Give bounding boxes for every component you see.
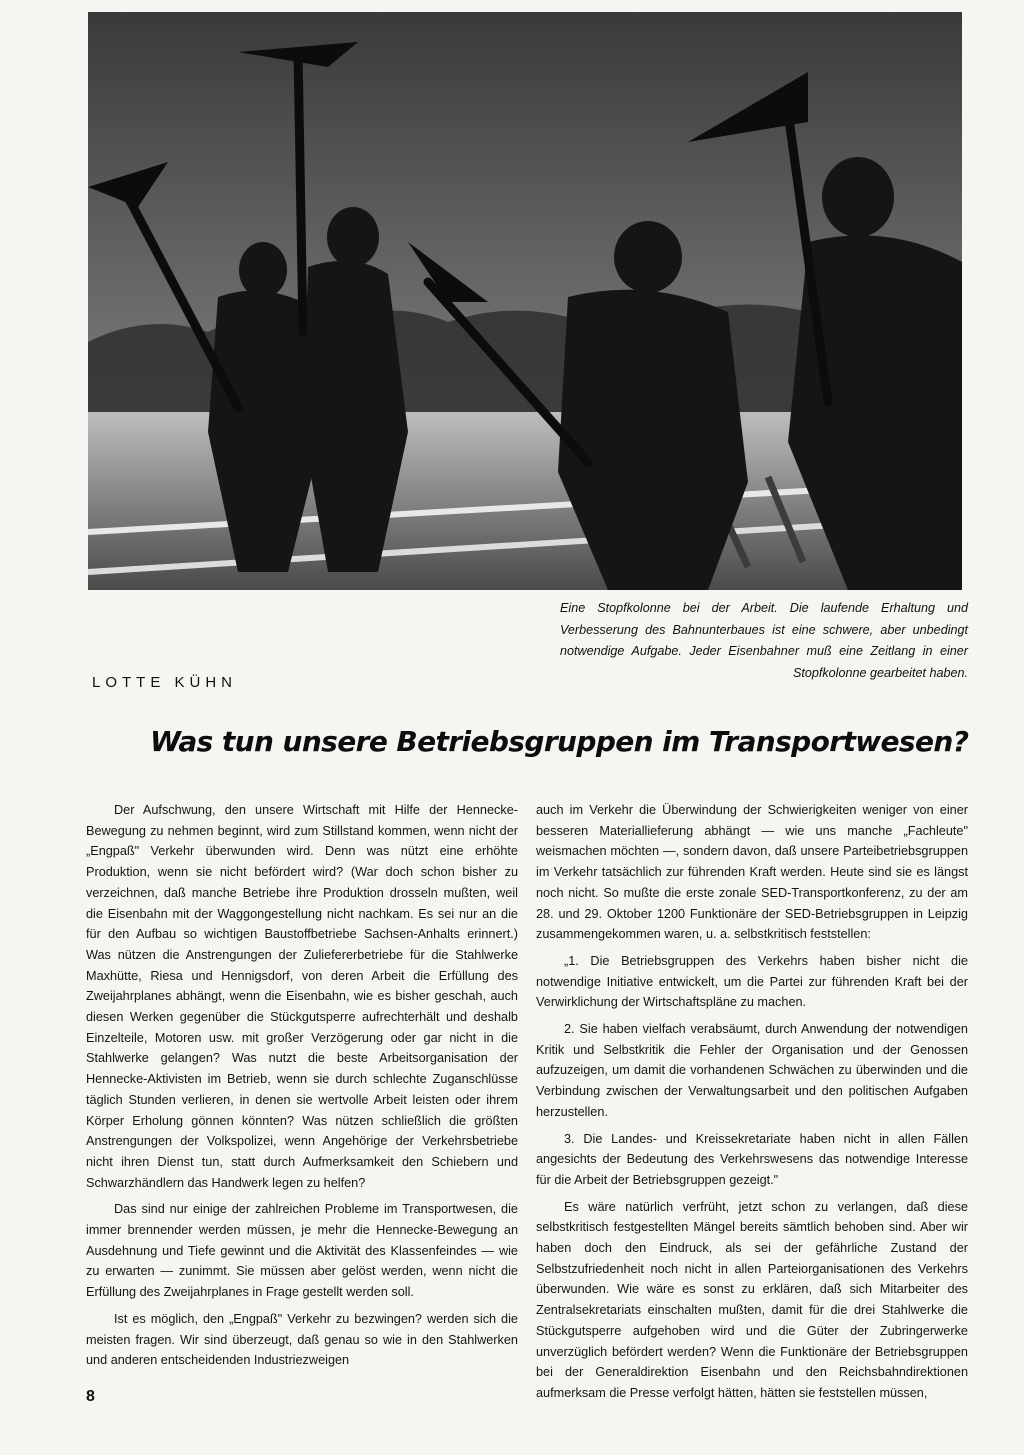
paragraph: Das sind nur einige der zahlreichen Probleme im Transportwesen, die immer brennender werden müssen, je mehr die Hennecke-Bewegung an Ausdehnung und Tiefe gewinnt und die Aktivität des Klassenfeindes — wie zu erwarten — zunimmt. Sie müssen aber gelöst werden, wenn nicht die Erfüllung des Zweijahrplanes in Frage gestellt werden soll. [86,1202,518,1300]
paragraph: Ist es möglich, den „Engpaß" Verkehr zu bezwingen? werden sich die meisten fragen. Wir sind überzeugt, daß genau so wie in den Stahlwerken und anderen entscheidenden Industriezweigen [86,1311,518,1368]
article-left-column [86,800,518,1371]
photo-caption: Eine Stopfkolonne bei der Arbeit. Die laufende Erhaltung und Verbesserung des Bahnunterbaues ist eine schwere, aber unbedingt notwendige Aufgabe. Jeder Eisenbahner muß eine Zeitlang in einer Stopfkolonne gearbeitet haben. [560,601,968,680]
paragraph: Es wäre natürlich verfrüht, jetzt schon zu verlangen, daß diese selbstkritisch festgestellten Mängel bereits sämtlich behoben sind. Aber wir haben doch den Eindruck, als sei der gefährliche Zustand der Selbstzufriedenheit noch nicht in allen Parteiorganisationen des Verkehrs überwunden. Wie wäre es sonst zu erklären, daß sich Mitarbeiter des Zentralsekretariats einschalten mußten, damit für die drei Stahlwerke die Stückgutsperre aufgehoben wird und die Güter der Zubringerwerke unverzüglich befördert werden? Wenn die Funktionäre der Betriebsgruppen bei der Generaldirektion Eisenbahn und den Reichsbahndirektionen aufmerksam die Presse verfolgt hätten, hätten sie feststellen müssen, [536,1199,968,1400]
article-right-column [536,800,968,1404]
stopfkolonne-photo-illustration [88,12,962,590]
page-number: 8 [86,1388,95,1405]
article-title: Was tun unsere Betriebsgruppen im Transportwesen? [150,725,969,758]
quote-point-3: 3. Die Landes- und Kreissekretariate haben nicht in allen Fällen angesichts der Bedeutung des Verkehrswesens das notwendige Interesse für die Arbeit der Betriebsgruppen gezeigt." [536,1131,968,1187]
quote-point-2: 2. Sie haben vielfach verabsäumt, durch Anwendung der notwendigen Kritik und Selbstkritik die Fehler der Organisation und der Genossen aufzuzeigen, um damit die vorhandenen Schwächen zu überwinden und die Verbindung zwischen der Verwaltungsarbeit und den politischen Aufgaben herzustellen. [536,1022,968,1119]
paragraph: Der Aufschwung, den unsere Wirtschaft mit Hilfe der Hennecke-Bewegung zu nehmen beginnt, wird zum Stillstand kommen, wenn nicht der „Engpaß" Verkehr überwunden wird. Denn was nützt eine erhöhte Produktion, wenn sie nicht befördert wird? (War doch schon bisher zu verzeichnen, daß manche Betriebe ihre Produktion drosseln mußten, weil die Eisenbahn mit der Waggongestellung nicht nachkam. Es sei nur an die für den Aufbau so wichtigen Baustoffbetriebe Sachsen-Anhalts erinnert.) Was nützen die Anstrengungen der Zuliefererbetriebe für die Stahlwerke Maxhütte, Riesa und Hennigsdorf, von deren Arbeit die Erfüllung des Zweijahrplanes abhängt, wenn die Eisenbahn, wie es bisher geschah, auch diesen Werken gegenüber die Stückgutsperre aufrechterhält und deshalb Einzelteile, Motoren usw. mit großer Verzögerung oder gar nicht in die Stahlwerke gelangen? Was nutzt die beste Arbeitsorganisation der Hennecke-Aktivisten im Betrieb, wenn sie durch schlechte Zuganschlüsse täglich Stunden verlieren, in denen sie wertvolle Arbeit leisten oder ihrem Körper Erholung gönnen könnten? Was nützen schließlich die größten Anstrengungen der Volkspolizei, wenn Angehörige der Verkehrsbetriebe nicht ihren Dienst tun, statt durch Aufmerksamkeit den Schiebern und Schwarzhändlern das Handwerk legen zu helfen? [86,803,518,1190]
quote-point-1: „1. Die Betriebsgruppen des Verkehrs haben bisher nicht die notwendige Initiative entwickelt, um die Partei zur führenden Kraft bei der Verwirklichung der Wirtschaftspläne zu machen. [536,953,968,1010]
paragraph: auch im Verkehr die Überwindung der Schwierigkeiten weniger von einer besseren Materiallieferung abhängt — wie uns manche „Fachleute" weismachen möchten —, sondern davon, daß unsere Parteibetriebsgruppen im Verkehr tatsächlich zur führenden Kraft werden. Heute sind sie es längst noch nicht. So mußte die erste zonale SED-Transportkonferenz, zu der am 28. und 29. Oktober 1200 Funktionäre der SED-Betriebsgruppen in Leipzig zusammengekommen waren, u. a. selbstkritisch feststellen: [536,803,968,942]
article-author: LOTTE KÜHN [92,674,238,691]
article-photo [88,12,962,590]
